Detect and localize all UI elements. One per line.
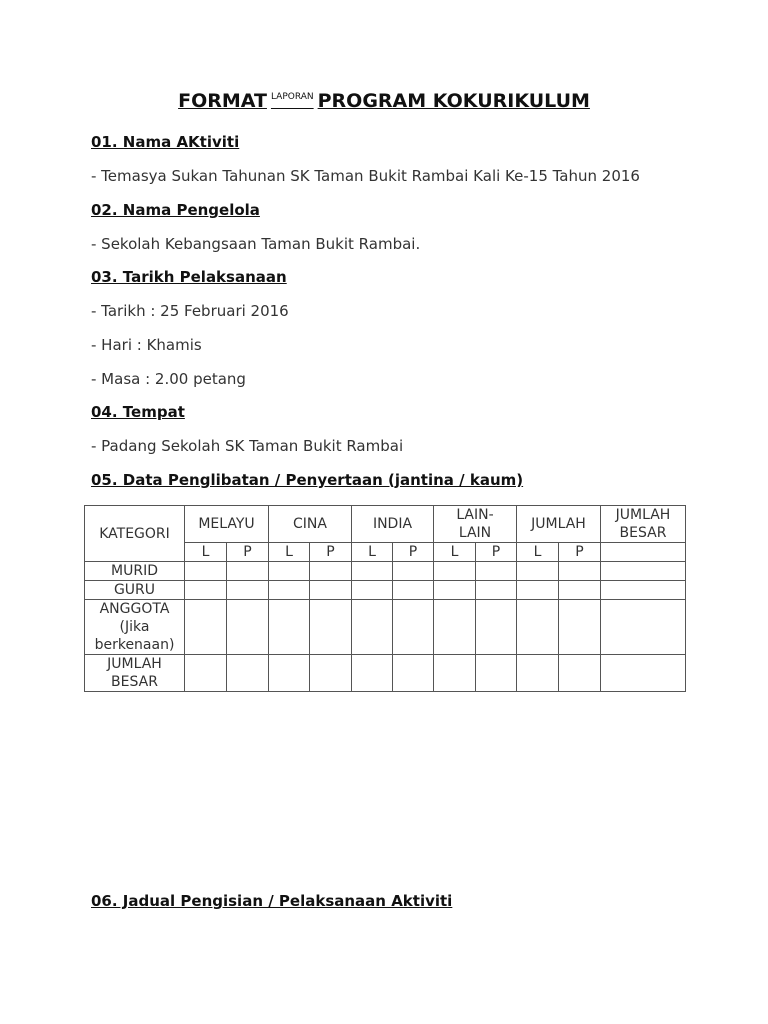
data-cell [476,562,517,581]
table-header-row [85,506,686,543]
title-superscript: LAPORAN [270,92,314,102]
data-cell [517,600,559,655]
data-cell [185,655,227,692]
row-label-jumlah-besar: JUMLAH BESAR [85,655,185,692]
data-cell [269,655,310,692]
data-cell [434,655,476,692]
sub-p: P [476,543,517,562]
table-row [85,562,686,581]
data-cell [393,581,434,600]
sub-l: L [185,543,227,562]
table-row [85,600,686,655]
india-header: INDIA [352,506,434,543]
data-cell [601,581,686,600]
tempat-value: - Padang Sekolah SK Taman Bukit Rambai [91,437,404,455]
title-part-2: PROGRAM KOKURIKULUM [317,90,590,112]
title-part-1: FORMAT [178,90,267,112]
heading-nama-aktiviti: 01. Nama AKtiviti [91,133,240,151]
data-cell [185,562,227,581]
masa-value: - Masa : 2.00 petang [91,370,246,388]
data-cell [269,562,310,581]
jumlah-header: JUMLAH [517,506,601,543]
data-cell [227,581,269,600]
data-cell [517,562,559,581]
data-cell [352,600,393,655]
data-cell [434,562,476,581]
table-row [85,581,686,600]
sub-p: P [310,543,352,562]
sub-l: L [517,543,559,562]
sub-p: P [559,543,601,562]
sub-l: L [434,543,476,562]
data-cell [269,600,310,655]
document-title [0,90,768,112]
tarikh-value: - Tarikh : 25 Februari 2016 [91,302,289,320]
data-cell [601,562,686,581]
data-cell [434,581,476,600]
data-cell [310,562,352,581]
data-cell [517,581,559,600]
data-cell [476,600,517,655]
heading-tarikh-pelaksanaan: 03. Tarikh Pelaksanaan [91,268,287,286]
kategori-header: KATEGORI [85,506,185,562]
nama-pengelola-value: - Sekolah Kebangsaan Taman Bukit Rambai. [91,235,421,253]
sub-p: P [393,543,434,562]
data-cell [310,600,352,655]
heading-tempat: 04. Tempat [91,403,185,421]
data-cell [476,581,517,600]
data-cell [310,655,352,692]
heading-nama-pengelola: 02. Nama Pengelola [91,201,260,219]
melayu-header: MELAYU [185,506,269,543]
row-label-anggota: ANGGOTA (Jika berkenaan) [85,600,185,655]
data-cell [393,600,434,655]
data-cell [352,562,393,581]
data-cell [393,655,434,692]
data-cell [227,655,269,692]
data-cell [352,655,393,692]
data-cell [393,562,434,581]
data-cell [476,655,517,692]
data-cell [559,581,601,600]
data-cell [559,600,601,655]
data-cell [601,655,686,692]
data-cell [185,581,227,600]
heading-jadual-pengisian: 06. Jadual Pengisian / Pelaksanaan Aktiviti [91,892,453,910]
jumlah-besar-header: JUMLAH BESAR [601,506,686,543]
data-cell [227,600,269,655]
row-label-murid: MURID [85,562,185,581]
data-cell [434,600,476,655]
data-cell [269,581,310,600]
nama-aktiviti-value: - Temasya Sukan Tahunan SK Taman Bukit Rambai Kali Ke-15 Tahun 2016 [91,167,640,185]
data-cell [559,562,601,581]
data-cell [517,655,559,692]
data-cell [559,655,601,692]
sub-p: P [227,543,269,562]
data-cell [185,600,227,655]
participation-table [84,505,686,692]
hari-value: - Hari : Khamis [91,336,202,354]
cina-header: CINA [269,506,352,543]
table-row [85,655,686,692]
data-cell [352,581,393,600]
empty-cell [601,543,686,562]
sub-l: L [352,543,393,562]
data-cell [227,562,269,581]
data-cell [601,600,686,655]
heading-data-penglibatan: 05. Data Penglibatan / Penyertaan (jantina / kaum) [91,471,524,489]
data-cell [310,581,352,600]
sub-l: L [269,543,310,562]
lain-lain-header: LAIN- LAIN [434,506,517,543]
row-label-guru: GURU [85,581,185,600]
